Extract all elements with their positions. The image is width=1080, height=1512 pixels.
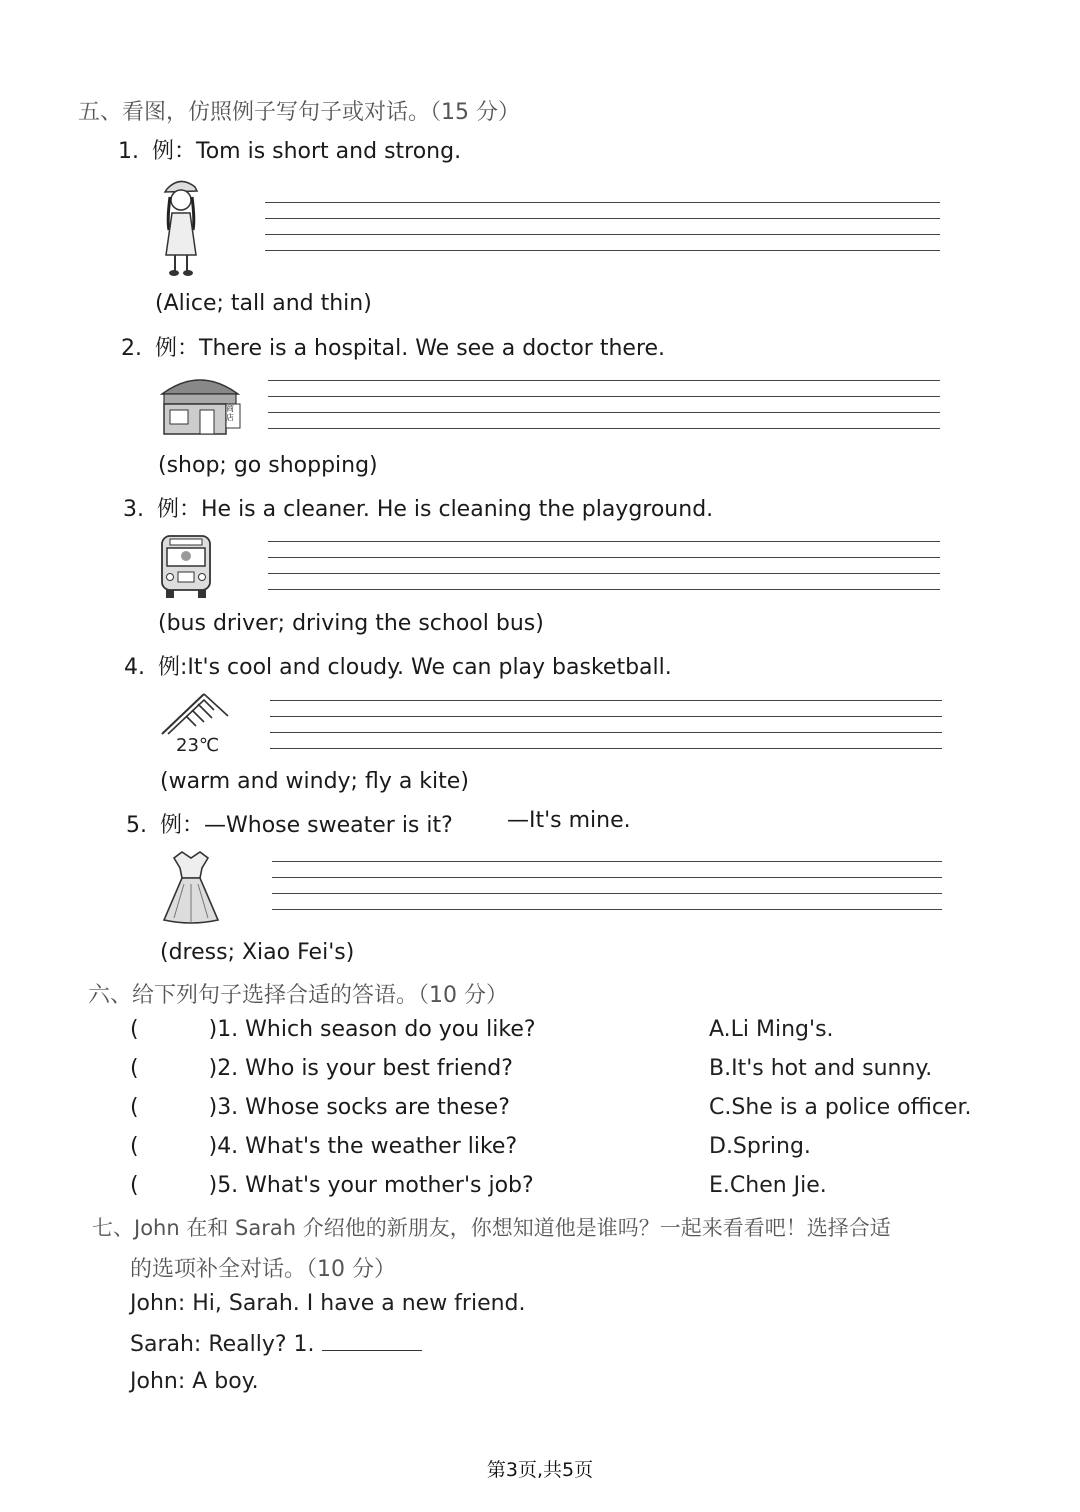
item4-number: 4.	[124, 655, 145, 680]
item1-number: 1.	[118, 139, 139, 164]
s6-question-2	[130, 1056, 513, 1081]
s6-question-1	[130, 1017, 536, 1042]
item5-hint: (dress; Xiao Fei's)	[160, 940, 355, 965]
s6-q1-text: 1. Which season do you like?	[217, 1017, 536, 1042]
s6-question-5	[130, 1173, 534, 1198]
item2-example	[121, 331, 665, 362]
item5-number: 5.	[126, 813, 147, 838]
s6-q4-close-paren: )	[208, 1134, 218, 1159]
item5-example	[126, 808, 453, 839]
item3-example-text: 例：He is a cleaner. He is cleaning the playground.	[157, 497, 714, 522]
girl-icon	[155, 175, 205, 280]
item4-hint: (warm and windy; fly a kite)	[160, 769, 469, 794]
s6-q2-open-paren: (	[130, 1056, 139, 1081]
item2-example-text: 例：There is a hospital. We see a doctor there.	[155, 336, 666, 361]
item3-hint: (bus driver; driving the school bus)	[158, 611, 544, 636]
s6-q2-text: 2. Who is your best friend?	[217, 1056, 513, 1081]
item5-answer-lines[interactable]	[272, 861, 942, 925]
item4-example-text: 例:It's cool and cloudy. We can play basketball.	[158, 655, 672, 680]
item1-example	[118, 134, 461, 165]
item2-answer-lines[interactable]	[268, 380, 940, 444]
item5-example-b: —It's mine.	[507, 808, 631, 833]
s6-q5-close-paren: )	[208, 1173, 218, 1198]
item4-example	[124, 650, 672, 681]
dialog-blank-1[interactable]	[322, 1330, 422, 1351]
section7-title-line2: 的选项补全对话。（10 分）	[130, 1257, 396, 1282]
s6-q5-open-paren: (	[130, 1173, 139, 1198]
item3-number: 3.	[123, 497, 144, 522]
item2-hint: (shop; go shopping)	[158, 453, 378, 478]
s6-q4-text: 4. What's the weather like?	[217, 1134, 518, 1159]
s6-option-c: C.She is a police officer.	[709, 1095, 972, 1120]
shop-sign: 商店	[226, 404, 234, 422]
s6-option-b: B.It's hot and sunny.	[709, 1056, 933, 1081]
s6-q5-text: 5. What's your mother's job?	[217, 1173, 534, 1198]
page-number: 第3页,共5页	[486, 1459, 594, 1481]
item4-answer-lines[interactable]	[270, 700, 942, 764]
item3-example	[123, 492, 713, 523]
s6-option-e: E.Chen Jie.	[709, 1173, 827, 1198]
item3-answer-lines[interactable]	[268, 541, 940, 605]
item1-hint: (Alice; tall and thin)	[155, 291, 372, 316]
s6-question-3	[130, 1095, 510, 1120]
temperature-label: 23℃	[176, 735, 220, 756]
dialog-line-2	[130, 1330, 422, 1357]
item2-number: 2.	[121, 336, 142, 361]
s6-option-d: D.Spring.	[709, 1134, 811, 1159]
s6-q3-close-paren: )	[208, 1095, 218, 1120]
s6-option-a: A.Li Ming's.	[709, 1017, 834, 1042]
s6-q1-open-paren: (	[130, 1017, 139, 1042]
item1-answer-lines[interactable]	[265, 202, 940, 266]
section5-title: 五、看图，仿照例子写句子或对话。（15 分）	[78, 100, 520, 125]
dialog-line-3: John: A boy.	[130, 1369, 259, 1394]
item5-example-a: 例：—Whose sweater is it?	[160, 813, 453, 838]
s6-q2-close-paren: )	[208, 1056, 218, 1081]
section7-title-line1: 七、John 在和 Sarah 介绍他的新朋友，你想知道他是谁吗？一起来看看吧！选择合适	[92, 1216, 891, 1240]
s6-q3-open-paren: (	[130, 1095, 139, 1120]
school-bus-icon	[158, 532, 214, 600]
s6-q1-close-paren: )	[208, 1017, 218, 1042]
dialog-line-1: John: Hi, Sarah. I have a new friend.	[130, 1291, 526, 1316]
s6-question-4	[130, 1134, 517, 1159]
wind-icon	[158, 690, 230, 740]
s6-q3-text: 3. Whose socks are these?	[217, 1095, 510, 1120]
dialog-line-2-text: Sarah: Really? 1.	[130, 1332, 315, 1357]
item1-example-text: 例：Tom is short and strong.	[152, 139, 462, 164]
s6-q4-open-paren: (	[130, 1134, 139, 1159]
dress-icon	[160, 848, 222, 926]
section6-title: 六、给下列句子选择合适的答语。（10 分）	[88, 983, 508, 1008]
